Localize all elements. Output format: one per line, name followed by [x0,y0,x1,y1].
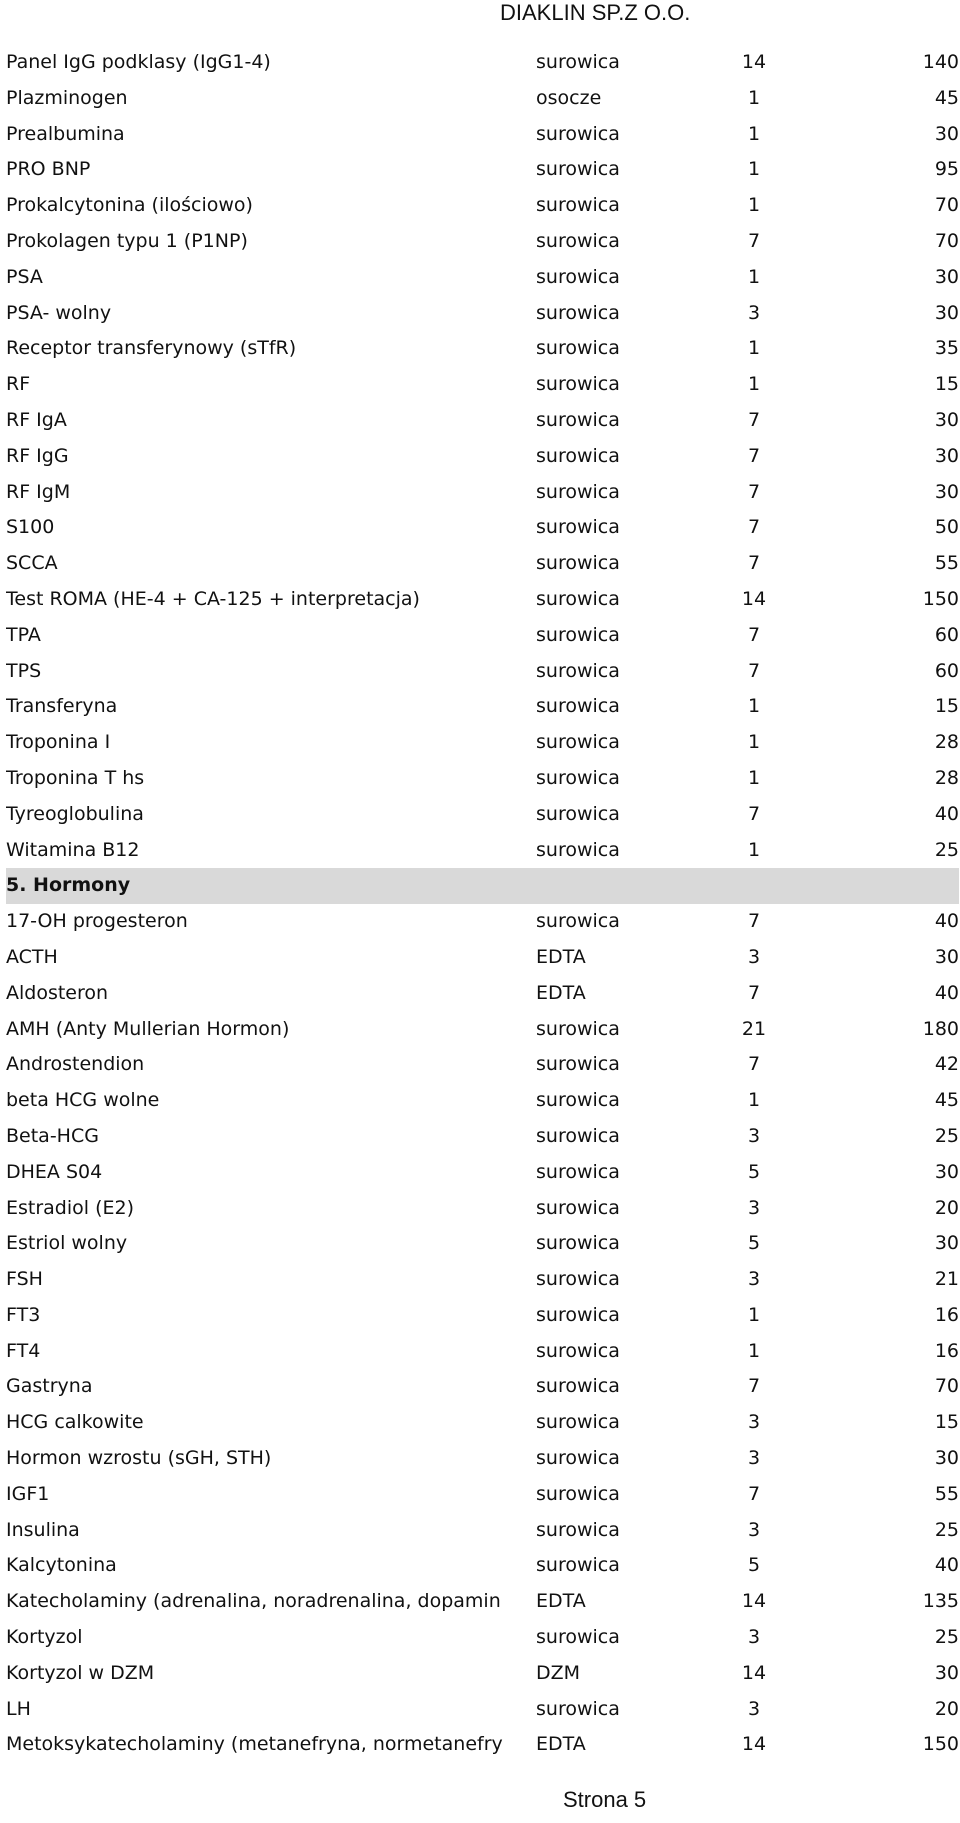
table-row [6,1620,959,1656]
price: 20 [934,1697,959,1720]
turnaround-days: 3 [747,945,761,968]
turnaround-days: 1 [747,122,761,145]
sample-material: surowica [536,1339,620,1362]
turnaround-days: 7 [747,1053,761,1076]
price: 25 [934,1626,959,1649]
sample-material: surowica [536,659,620,682]
turnaround-days: 7 [747,1375,761,1398]
table-row [6,367,959,403]
sample-material: surowica [536,229,620,252]
sample-material: surowica [536,480,620,503]
sample-material: surowica [536,1626,620,1649]
price: 30 [934,1447,959,1470]
test-name: 17-OH progesteron [6,910,188,933]
price: 30 [934,480,959,503]
sample-material: EDTA [536,945,586,968]
table-row [6,1226,959,1262]
test-name: Prealbumina [6,122,125,145]
turnaround-days: 14 [741,51,767,73]
price: 45 [934,86,959,109]
test-name: RF [6,373,31,396]
price: 30 [934,1661,959,1684]
test-name: Prokalcytonina (ilościowo) [6,194,253,217]
turnaround-days: 3 [747,1697,761,1720]
turnaround-days: 5 [747,1554,761,1577]
test-name: Witamina B12 [6,838,140,861]
sample-material: surowica [536,265,620,288]
price: 95 [934,158,959,181]
price: 15 [934,1411,959,1434]
table-row [6,689,959,725]
test-name: FT3 [6,1303,41,1326]
table-row [6,1727,959,1763]
turnaround-days: 1 [747,337,761,360]
turnaround-days: 1 [747,1339,761,1362]
turnaround-days: 14 [741,1733,767,1756]
sample-material: surowica [536,1375,620,1398]
table-row [6,1083,959,1119]
sample-material: surowica [536,695,620,718]
turnaround-days: 7 [747,480,761,503]
price: 55 [934,1482,959,1505]
sample-material: surowica [536,1518,620,1541]
turnaround-days: 1 [747,194,761,217]
table-row [6,546,959,582]
turnaround-days: 1 [747,766,761,789]
table-row [6,1656,959,1692]
price: 40 [934,1554,959,1577]
sample-material: EDTA [536,1733,586,1756]
sample-material: EDTA [536,981,586,1004]
price: 28 [934,731,959,754]
test-name: Kortyzol [6,1626,83,1649]
table-row [6,1047,959,1083]
table-row [6,904,959,940]
section-title: 5. Hormony [6,874,131,897]
test-name: HCG calkowite [6,1411,144,1434]
table-row [6,1405,959,1441]
turnaround-days: 3 [747,1626,761,1649]
test-name: Plazminogen [6,86,128,109]
sample-material: surowica [536,301,620,324]
table-row [6,582,959,618]
price: 135 [922,1590,959,1613]
test-name: TPA [6,623,41,646]
turnaround-days: 14 [741,587,767,610]
test-name: LH [6,1697,31,1720]
table-row [6,152,959,188]
sample-material: surowica [536,158,620,181]
turnaround-days: 1 [747,695,761,718]
test-name: Receptor transferynowy (sTfR) [6,337,297,360]
test-name: FT4 [6,1339,41,1362]
table-row [6,1513,959,1549]
turnaround-days: 7 [747,229,761,252]
turnaround-days: 3 [747,1411,761,1434]
table-row [6,1441,959,1477]
test-name: AMH (Anty Mullerian Hormon) [6,1017,290,1040]
test-name: Insulina [6,1518,80,1541]
sample-material: surowica [536,373,620,396]
test-name: FSH [6,1268,43,1291]
test-name: beta HCG wolne [6,1089,160,1112]
turnaround-days: 14 [741,1590,767,1613]
turnaround-days: 7 [747,408,761,431]
sample-material: surowica [536,731,620,754]
turnaround-days: 7 [747,981,761,1004]
test-name: Tyreoglobulina [6,802,144,825]
sample-material: DZM [536,1661,581,1684]
test-name: DHEA S04 [6,1160,103,1183]
sample-material: surowica [536,623,620,646]
sample-material: surowica [536,1053,620,1076]
price: 40 [934,981,959,1004]
test-name: Estradiol (E2) [6,1196,135,1219]
price: 30 [934,945,959,968]
price: 16 [934,1303,959,1326]
table-row [6,1548,959,1584]
sample-material: surowica [536,1196,620,1219]
turnaround-days: 7 [747,1482,761,1505]
test-name: Kalcytonina [6,1554,117,1577]
price: 140 [922,51,959,73]
sample-material: surowica [536,1447,620,1470]
test-name: RF IgM [6,480,71,503]
price-table [6,45,959,1763]
price: 25 [934,1518,959,1541]
table-row [6,1191,959,1227]
sample-material: surowica [536,408,620,431]
sample-material: surowica [536,1554,620,1577]
sample-material: surowica [536,1124,620,1147]
test-name: RF IgG [6,444,69,467]
test-name: Beta-HCG [6,1124,99,1147]
turnaround-days: 5 [747,1160,761,1183]
table-row [6,618,959,654]
sample-material: surowica [536,194,620,217]
sample-material: surowica [536,1303,620,1326]
price: 20 [934,1196,959,1219]
price: 30 [934,1232,959,1255]
turnaround-days: 3 [747,1196,761,1219]
price: 28 [934,766,959,789]
table-row [6,1477,959,1513]
turnaround-days: 3 [747,1518,761,1541]
turnaround-days: 7 [747,910,761,933]
table-row [6,1584,959,1620]
turnaround-days: 3 [747,1447,761,1470]
sample-material: surowica [536,122,620,145]
table-row [6,475,959,511]
price: 150 [922,587,959,610]
turnaround-days: 1 [747,86,761,109]
price: 30 [934,408,959,431]
test-name: RF IgA [6,408,67,431]
table-row [6,117,959,153]
table-row [6,1012,959,1048]
sample-material: surowica [536,766,620,789]
price: 60 [934,623,959,646]
table-row [6,1298,959,1334]
test-name: PSA [6,265,43,288]
table-row [6,45,959,81]
price: 70 [934,1375,959,1398]
table-row [6,1334,959,1370]
sample-material: EDTA [536,1590,586,1613]
price: 55 [934,552,959,575]
test-name: Hormon wzrostu (sGH, STH) [6,1447,272,1470]
sample-material: surowica [536,1089,620,1112]
price: 21 [934,1268,959,1291]
test-name: Panel IgG podklasy (IgG1-4) [6,51,271,73]
test-name: PRO BNP [6,158,91,181]
sample-material: surowica [536,838,620,861]
price: 16 [934,1339,959,1362]
test-name: PSA- wolny [6,301,112,324]
test-name: SCCA [6,552,58,575]
turnaround-days: 7 [747,552,761,575]
turnaround-days: 21 [741,1017,767,1040]
table-row [6,224,959,260]
test-name: Transferyna [6,695,118,718]
section-header [6,868,959,904]
turnaround-days: 5 [747,1232,761,1255]
test-name: Prokolagen typu 1 (P1NP) [6,229,248,252]
turnaround-days: 1 [747,158,761,181]
price: 42 [934,1053,959,1076]
price: 30 [934,444,959,467]
price: 150 [922,1733,959,1756]
price: 50 [934,516,959,539]
price: 70 [934,229,959,252]
sample-material: surowica [536,1232,620,1255]
test-name: ACTH [6,945,58,968]
turnaround-days: 14 [741,1661,767,1684]
price: 70 [934,194,959,217]
table-row [6,296,959,332]
turnaround-days: 7 [747,516,761,539]
test-name: Katecholaminy (adrenalina, noradrenalina, dopamin [6,1590,501,1613]
table-row [6,331,959,367]
table-row [6,81,959,117]
test-name: Test ROMA (HE-4 + CA-125 + interpretacja) [6,587,420,610]
table-row [6,510,959,546]
sample-material: surowica [536,587,620,610]
sample-material: surowica [536,1268,620,1291]
sample-material: osocze [536,86,602,109]
sample-material: surowica [536,552,620,575]
table-row [6,1692,959,1728]
table-row [6,940,959,976]
sample-material: surowica [536,444,620,467]
turnaround-days: 1 [747,1303,761,1326]
price: 40 [934,910,959,933]
sample-material: surowica [536,1411,620,1434]
price: 35 [934,337,959,360]
sample-material: surowica [536,1697,620,1720]
price: 25 [934,838,959,861]
turnaround-days: 7 [747,444,761,467]
turnaround-days: 3 [747,301,761,324]
turnaround-days: 7 [747,802,761,825]
test-name: IGF1 [6,1482,50,1505]
turnaround-days: 1 [747,731,761,754]
price: 15 [934,373,959,396]
table-row [6,439,959,475]
turnaround-days: 3 [747,1268,761,1291]
test-name: Kortyzol w DZM [6,1661,155,1684]
test-name: Troponina I [6,731,111,754]
table-row [6,1262,959,1298]
price: 30 [934,301,959,324]
price: 30 [934,1160,959,1183]
price: 40 [934,802,959,825]
test-name: S100 [6,516,55,539]
test-name: Troponina T hs [6,766,145,789]
price: 180 [922,1017,959,1040]
table-row [6,1119,959,1155]
price: 15 [934,695,959,718]
page-number: Strona 5 [563,1787,647,1812]
sample-material: surowica [536,802,620,825]
table-row [6,761,959,797]
table-row [6,725,959,761]
company-name: DIAKLIN SP.Z O.O. [500,0,691,25]
test-name: Estriol wolny [6,1232,128,1255]
table-row [6,1155,959,1191]
test-name: Gastryna [6,1375,93,1398]
table-row [6,976,959,1012]
table-row [6,188,959,224]
turnaround-days: 1 [747,1089,761,1112]
test-name: Androstendion [6,1053,145,1076]
sample-material: surowica [536,1017,620,1040]
price: 60 [934,659,959,682]
turnaround-days: 3 [747,1124,761,1147]
turnaround-days: 1 [747,373,761,396]
sample-material: surowica [536,1160,620,1183]
turnaround-days: 1 [747,265,761,288]
test-name: Metoksykatecholaminy (metanefryna, normetanefry [6,1733,503,1756]
table-row [6,833,959,869]
turnaround-days: 7 [747,659,761,682]
test-name: Aldosteron [6,981,109,1004]
turnaround-days: 1 [747,838,761,861]
price: 45 [934,1089,959,1112]
price: 30 [934,122,959,145]
sample-material: surowica [536,337,620,360]
price: 25 [934,1124,959,1147]
sample-material: surowica [536,1482,620,1505]
table-row [6,797,959,833]
sample-material: surowica [536,51,620,73]
table-row [6,403,959,439]
table-row [6,654,959,690]
sample-material: surowica [536,910,620,933]
sample-material: surowica [536,516,620,539]
test-name: TPS [6,659,42,682]
table-row [6,1369,959,1405]
table-row [6,260,959,296]
turnaround-days: 7 [747,623,761,646]
price: 30 [934,265,959,288]
